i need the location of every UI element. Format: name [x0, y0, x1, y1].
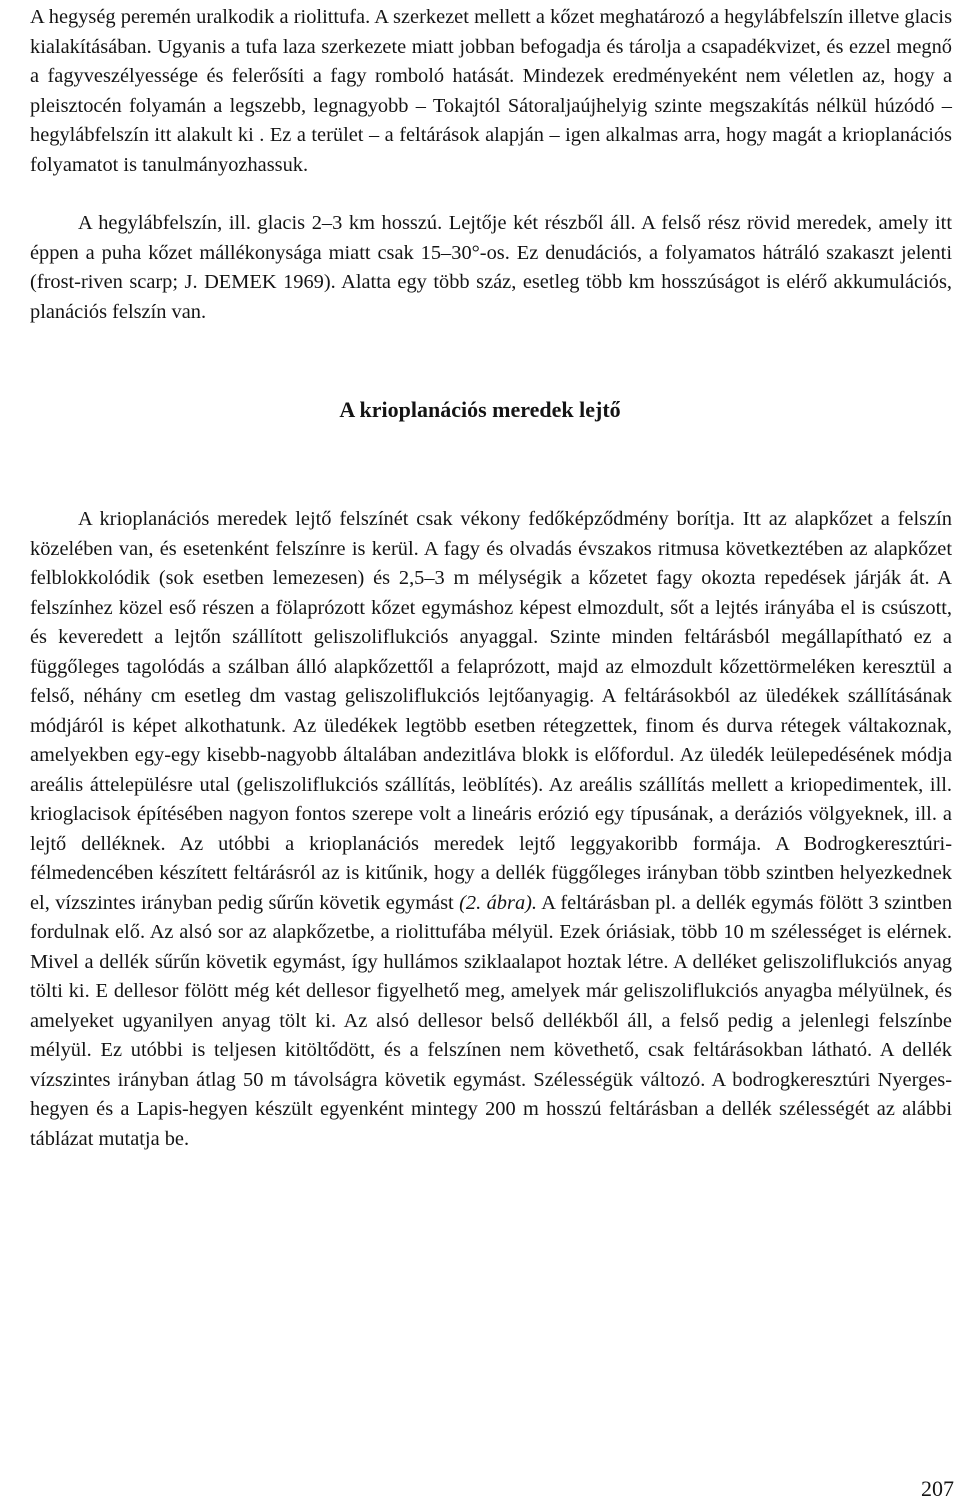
page-number: 207: [921, 1476, 954, 1501]
paragraph-hegylabfelszin: A hegylábfelszín, ill. glacis 2–3 km hosszú. Lejtője két részből áll. A felső rész rövid meredek, amely itt éppen a puha kőzet mállékonysága miatt csak 15–30°-os. Ez denudációs, a folyamatos hátráló szakaszt jelenti (frost-riven scarp; J. DEMEK 1969). Alatta egy több száz, esetleg több km hosszúságot is elérő akkumulációs, planációs felszín van.: [30, 212, 952, 323]
paragraph-riolittufa: A hegység peremén uralkodik a riolittufa. A szerkezet mellett a kőzet meghatározó a hegylábfelszín illetve glacis kialakításában. Ugyanis a tufa laza szerkezete miatt jobban befogadja és tárolja a csapadékvizet, és ezzel megnő a fagyveszélyessége és felerősíti a fagy romboló hatását. Mindezek eredményeként nem véletlen az, hogy a pleisztocén folyamán a legszebb, legnagyobb – Tokajtól Sátoraljaújhelyig szinte megszakítás nélkül húzódó – hegylábfelszín itt alakult ki . Ez a terület – a feltárások alapján – igen alkalmas arra, hogy magát a krioplanációs folyamatot is tanulmányozhassuk.: [30, 6, 952, 176]
section-heading: A krioplanációs meredek lejtő: [339, 397, 621, 422]
paragraph-krioplanacios-lejto: [30, 505, 952, 1154]
paragraph-text-part1: A krioplanációs meredek lejtő felszínét csak vékony fedőképződmény borítja. Itt az alapkőzet a felszín közelében van, és esetenként felszínre is kerül. A fagy és olvadás évszakos ritmusa következtében az alapkőzet felblokkolódik (sok esetben lemezesen) és 2,5–3 m mélységik a kőzetet fagy okozta repedések járják át. A felszínhez közel eső részen a fölaprózott kőzet egymáshoz képest elmozdult, sőt a lejtés irányába el is csúszott, és keveredett a lejtőn szállított geliszoliflukciós anyaggal. Szinte minden feltárásból megállapítható ez a függőleges tagolódás a szálban álló alapkőzettől a felaprózott, majd az elmozdult kőzettörmeléken keresztül a felső, néhány cm esetleg dm vastag geliszoliflukciós lejtőanyagig. A feltárásokból az üledékek szállításának módjáról is képet alkothatunk. Az üledékek legtöbb esetben rétegzettek, finom és durva rétegek váltakoznak, amelyekben egy-egy kisebb-nagyobb általában andezitláva blokk is előfordul. Az üledék leülepedésének módja areális áttelepülésre utal (geliszoliflukciós szállítás, leöblítés). Az areális szállítás mellett a kriopedimentek, ill. krioglacisok építésében nagyon fontos szerepe volt a lineáris erózió egy típusának, a deráziós völgyeknek, ill. a lejtő delléknek. Az utóbbi a krioplanációs meredek lejtő leggyakoribb formája. A Bodrogkeresztúri-félmedencében készített feltárásról az is kitűnik, hogy a dellék függőleges irányban több szintben helyezkednek el, vízszintes irányban pedig sűrűn követik egymást: [30, 508, 952, 914]
paragraph-text-part2: A feltárásban pl. a dellék egymás fölött 3 szintben fordulnak elő. Az alsó sor az alapkőzetbe, a riolittufába mélyül. Ezek óriásiak, több 10 m szélességet is elérnek. Mivel a dellék sűrűn követik egymást, így hullámos sziklaalapot hoztak létre. A delléket geliszoliflukciós anyag tölti ki. E dellesor fölött még két dellesor figyelhető meg, amelyek már geliszoliflukciós anyagba mélyülnek, és amelyeket ugyanilyen anyag tölt ki. Az alsó dellesor belső dellékből áll, a felső pedig a jelenlegi felszínbe mélyül. Ez utóbbi is teljesen kitöltődött, és a felszínen nem követhető, csak feltárásokban látható. A dellék vízszintes irányban átlag 50 m távolságra követik egymást. Szélességük változó. A bodrogkeresztúri Nyerges-hegyen és a Lapis-hegyen készült egyenként mintegy 200 m hosszú feltárásban a dellék szélességét az alábbi táblázat mutatja be.: [30, 891, 953, 1150]
figure-reference: (2. ábra).: [459, 891, 538, 914]
